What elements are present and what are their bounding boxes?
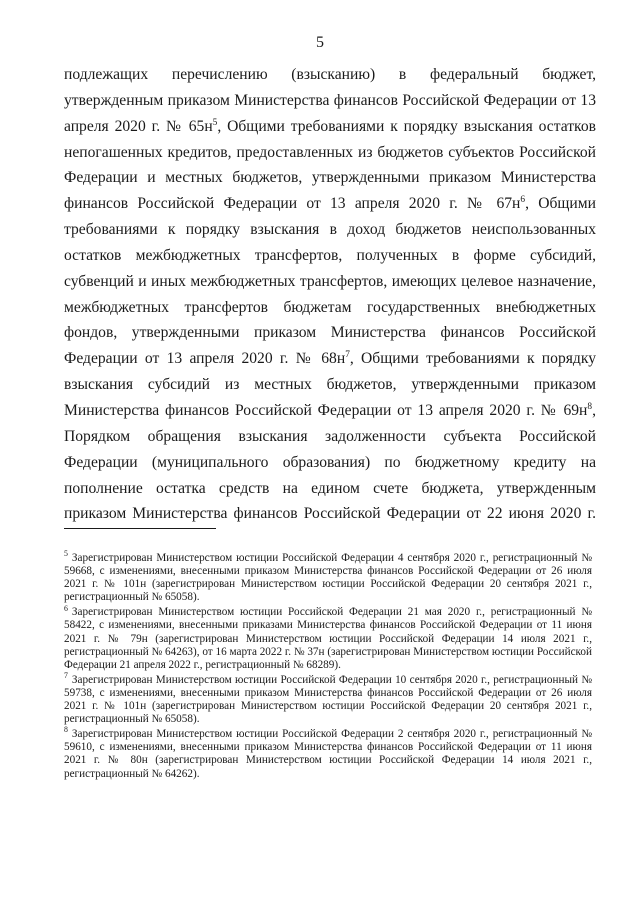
footnote-mark: 6 [64,603,68,613]
footnote-mark: 5 [64,549,68,559]
footnote-text: Зарегистрирован Министерством юстиции Российской Федерации 4 сентября 2020 г., регистрационный № 59668, с изменениями, внесенными приказом Министерства финансов Российской Федерации от 26 июля 2021 г. № 101н (зарегистрирован Министерством юстиции Российской Федерации 20 сентября 2021 г., регистрационный № 65058). [64,552,592,604]
footnote-ref-5[interactable]: 5 [212,117,218,128]
footnote-mark: 8 [64,725,68,735]
footnote-separator [64,528,216,529]
footnote-text: Зарегистрирован Министерством юстиции Российской Федерации 21 мая 2020 г., регистрационный № 58422, с изменениями, внесенными приказами Министерства финансов Российской Федерации от 11 июня 2021 г. № 79н (зарегистрирован Министерством юстиции Российской Федерации 14 июля 2021 г., регистрационный № 64263), от 16 марта 2022 г. № 37н (зарегистрирован Министерством юстиции Российской Федерации 21 апреля 2022 г., регистрационный № 68289). [64,606,592,671]
footnote-ref-8[interactable]: 8 [587,401,593,412]
footnote-7 [64,671,592,726]
footnote-ref-7[interactable]: 7 [345,350,350,361]
footnote-mark: 7 [64,671,68,681]
footnote-ref-6[interactable]: 6 [520,195,526,206]
footnotes-section [64,549,592,783]
footnote-8 [64,725,592,780]
body-text-part-2: , Общими требованиями к порядку взыскания остатков непогашенных кредитов, предоставленных из бюджетов субъектов Российской Федерации и местных бюджетов, утвержденными приказом Министерства финансов Российской Федерации от 13 апреля 2020 г. № 67н [64,117,596,213]
body-text-part-3: , Общими требованиями к порядку взыскания в доход бюджетов неиспользованных остатков межбюджетных трансфертов, полученных в форме субсидий, субвенций и иных межбюджетных трансфертов, имеющих целевое назначение, межбюджетных трансфертов бюджетам государственных внебюджетных фондов, утвержденными приказом Министерства финансов Российской Федерации от 13 апреля 2020 г. № 68н [64,195,596,368]
body-text-part-4: , Общими требованиями к порядку взыскания субсидий из местных бюджетов, утвержденными приказом Министерства финансов Российской Федерации от 13 апреля 2020 г. № 69н [64,350,596,419]
footnote-5 [64,549,592,604]
footnote-text: Зарегистрирован Министерством юстиции Российской Федерации 2 сентября 2020 г., регистрационный № 59610, с изменениями, внесенными приказом Министерства финансов Российской Федерации от 11 июня 2021 г. № 80н (зарегистрирован Министерством юстиции Российской Федерации 14 июля 2021 г., регистрационный № 64262). [64,728,592,780]
body-paragraph [64,62,596,527]
footnote-6 [64,603,592,671]
footnote-text: Зарегистрирован Министерством юстиции Российской Федерации 10 сентября 2020 г., регистрационный № 59738, с изменениями, внесенными приказом Министерства финансов Российской Федерации от 26 июля 2021 г. № 101н (зарегистрирован Министерством юстиции Российской Федерации 20 сентября 2021 г., регистрационный № 65058). [64,673,592,726]
page-number: 5 [316,34,324,51]
body-text-part-5: , Порядком обращения взыскания задолженности субъекта Российской Федерации (муниципального образования) по бюджетному кредиту на пополнение остатка средств на едином счете бюджета, утвержденным приказом Министерства финансов Российской Федерации от 22 июня 2020 г. [64,401,596,523]
body-text-part-1: подлежащих перечислению (взысканию) в федеральный бюджет, утвержденным приказом Министерства финансов Российской Федерации от 13 апреля 2020 г. № 65н [64,66,596,135]
